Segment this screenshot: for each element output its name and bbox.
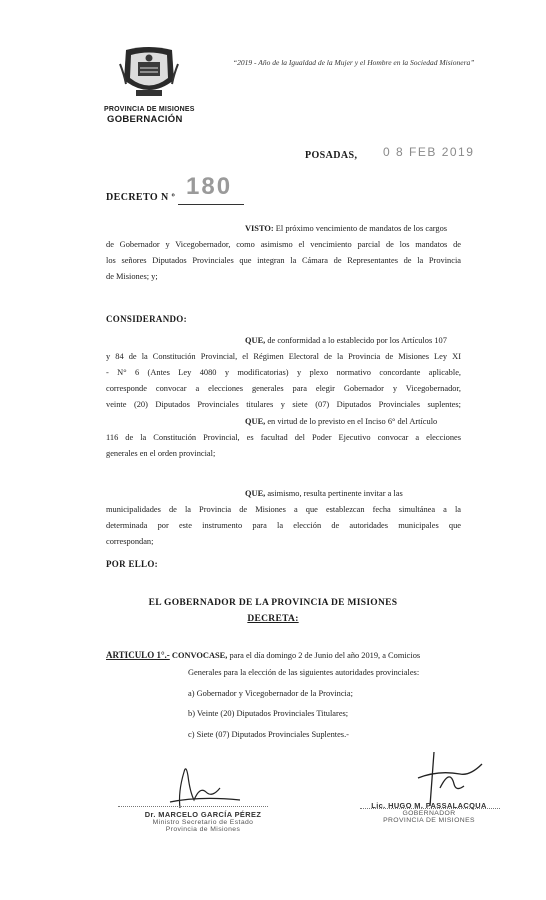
article-1-label: ARTICULO 1°.- [106,650,170,660]
left-signature-block [138,810,268,833]
article-1-first-line [106,648,476,664]
que1-line-3: corresponde convocar a elecciones generales para elegir Gobernador y Vicegobernador, [106,384,461,393]
que3-line-3: correspondan; [106,537,154,546]
que3-first-text: asimismo, resulta pertinente invitar a las [267,489,403,498]
article-1-first-text: para el día domingo 2 de Junio del año 2019, a Comicios [229,651,421,660]
visto-label: VISTO: [245,224,274,233]
decreta-heading: DECRETA: [247,614,299,624]
article-1-item-c: c) Siete (07) Diputados Provinciales Suplentes.- [188,730,349,739]
que2-line-2: generales en el orden provincial; [106,449,216,458]
seal-emblem-icon [118,44,180,100]
right-signer-name: Lic. HUGO M. PASSALACQUA [371,801,487,810]
que1-line-2: - N° 6 (Antes Ley 4080 y modificatorias) y plexo normativo concordante aplicable, [106,368,461,377]
visto-first-text: El próximo vencimiento de mandatos de los cargos [275,224,448,233]
left-handwritten-signature [150,762,250,812]
date-stamp: 0 8 FEB 2019 [383,145,475,159]
que2-first-line [245,414,461,430]
article-1-verb: CONVOCASE, [171,651,228,660]
province-name: PROVINCIA DE MISIONES [104,106,195,113]
visto-line-2: los señores Diputados Provinciales que integran la Cámara de Representantes de la Provincia [106,256,461,265]
que1-line-4: veinte (20) Diputados Provinciales titulares y siete (07) Diputados Provinciales suplentes; [106,400,461,409]
por-ello-heading: POR ELLO: [106,559,158,569]
left-signature-line [118,806,268,807]
visto-line-1: de Gobernador y Vicegobernador, como asimismo el vencimiento parcial de los mandatos de [106,240,461,249]
que3-line-1: municipalidades de la Provincia de Misiones a que establezcan fecha simultánea a la [106,505,461,514]
decree-title: EL GOBERNADOR DE LA PROVINCIA DE MISIONES [148,598,398,608]
que3-label: QUE, [245,489,266,498]
right-signer-province: PROVINCIA DE MISIONES [383,817,475,824]
article-1-item-a: a) Gobernador y Vicegobernador de la Provincia; [188,689,353,698]
left-signer-province: Provincia de Misiones [165,826,241,833]
que1-first-text: de conformidad a lo establecido por los Artículos 107 [267,336,447,345]
left-signer-title: Ministro Secretario de Estado [152,819,254,826]
article-1-second-line: Generales para la elección de las siguientes autoridades provinciales: [188,668,420,677]
decree-number-underline [178,204,244,205]
place-label: POSADAS, [305,150,358,161]
provincial-seal [118,44,180,100]
que1-label: QUE, [245,336,266,345]
right-signature-block [354,801,504,824]
que1-first-line [245,333,461,349]
que3-line-2: determinada por este instrumento para la elección de autoridades municipales que [106,521,461,530]
article-1-item-b: b) Veinte (20) Diputados Provinciales Titulares; [188,709,349,718]
decree-label: DECRETO N º [106,192,176,203]
right-handwritten-signature [390,748,490,808]
year-motto: “2019 - Año de la Igualdad de la Mujer y el Hombre en la Sociedad Misionera” [233,58,475,67]
left-signer-name: Dr. MARCELO GARCÍA PÉREZ [144,810,262,819]
que3-first-line [245,486,461,502]
visto-first-line [245,221,448,237]
que2-first-text: en virtud de lo previsto en el Inciso 6° del Artículo [267,417,438,426]
considerando-heading: CONSIDERANDO: [106,314,187,324]
visto-line-3: de Misiones; y; [106,272,158,281]
office-name: GOBERNACIÓN [107,114,183,125]
que2-line-1: 116 de la Constitución Provincial, es facultad del Poder Ejecutivo convocar a elecciones [106,433,461,442]
right-signer-title: GOBERNADOR [402,810,456,817]
que2-label: QUE, [245,417,266,426]
que1-line-1: y 84 de la Constitución Provincial, el Régimen Electoral de la Provincia de Misiones Ley XI [106,352,461,361]
decree-number: 180 [186,173,233,200]
